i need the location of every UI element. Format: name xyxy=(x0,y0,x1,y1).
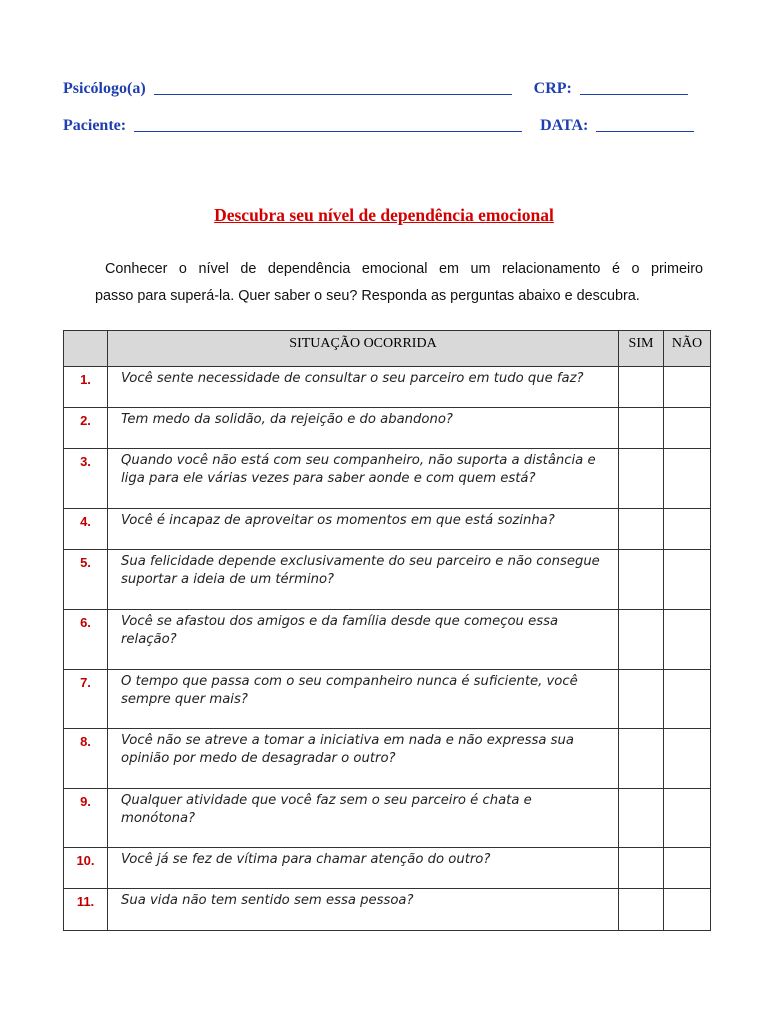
no-checkbox[interactable] xyxy=(664,789,711,848)
yes-checkbox[interactable] xyxy=(619,610,664,670)
table-row xyxy=(64,408,711,449)
row-question: O tempo que passa com o seu companheiro nunca é suficiente, você sempre quer mais? xyxy=(108,670,619,729)
yes-checkbox[interactable] xyxy=(619,889,664,931)
row-question: Sua vida não tem sentido sem essa pessoa? xyxy=(108,889,619,931)
yes-checkbox[interactable] xyxy=(619,729,664,789)
table-row xyxy=(64,670,711,729)
row-number: 8. xyxy=(64,729,108,789)
row-question: Você se afastou dos amigos e da família desde que começou essa relação? xyxy=(108,610,619,670)
table-row xyxy=(64,550,711,610)
row-question: Você é incapaz de aproveitar os momentos em que está sozinha? xyxy=(108,509,619,550)
header-situation: SITUAÇÃO OCORRIDA xyxy=(108,331,619,367)
row-question: Qualquer atividade que você faz sem o seu parceiro é chata e monótona? xyxy=(108,789,619,848)
psicologo-blank[interactable] xyxy=(154,80,512,95)
yes-checkbox[interactable] xyxy=(619,848,664,889)
intro-paragraph xyxy=(95,256,703,310)
row-question: Você sente necessidade de consultar o seu parceiro em tudo que faz? xyxy=(108,367,619,408)
table-row xyxy=(64,889,711,931)
paciente-line xyxy=(63,117,694,135)
crp-label: CRP: xyxy=(533,80,572,97)
data-label: DATA: xyxy=(540,117,589,134)
yes-checkbox[interactable] xyxy=(619,550,664,610)
yes-checkbox[interactable] xyxy=(619,670,664,729)
no-checkbox[interactable] xyxy=(664,729,711,789)
psicologo-line xyxy=(63,80,688,98)
yes-checkbox[interactable] xyxy=(619,509,664,550)
no-checkbox[interactable] xyxy=(664,550,711,610)
crp-blank[interactable] xyxy=(580,80,688,95)
paciente-blank[interactable] xyxy=(134,117,522,132)
row-number: 3. xyxy=(64,449,108,509)
no-checkbox[interactable] xyxy=(664,610,711,670)
row-number: 7. xyxy=(64,670,108,729)
table-row xyxy=(64,367,711,408)
table-row xyxy=(64,729,711,789)
no-checkbox[interactable] xyxy=(664,408,711,449)
yes-checkbox[interactable] xyxy=(619,367,664,408)
table-row xyxy=(64,848,711,889)
intro-line-2: passo para superá-la. Quer saber o seu? Responda as perguntas abaixo e descubra. xyxy=(95,288,640,304)
header-number-cell xyxy=(64,331,108,367)
table-row xyxy=(64,509,711,550)
row-number: 6. xyxy=(64,610,108,670)
row-number: 4. xyxy=(64,509,108,550)
row-question: Tem medo da solidão, da rejeição e do abandono? xyxy=(108,408,619,449)
row-question: Você não se atreve a tomar a iniciativa em nada e não expressa sua opinião por medo de desagradar o outro? xyxy=(108,729,619,789)
header-no: NÃO xyxy=(664,331,711,367)
document-title: Descubra seu nível de dependência emocional xyxy=(214,205,554,225)
row-question: Sua felicidade depende exclusivamente do seu parceiro e não consegue suportar a ideia de um término? xyxy=(108,550,619,610)
table-row xyxy=(64,449,711,509)
row-number: 1. xyxy=(64,367,108,408)
questionnaire-table xyxy=(63,330,711,931)
table-row xyxy=(64,610,711,670)
no-checkbox[interactable] xyxy=(664,449,711,509)
header-yes: SIM xyxy=(619,331,664,367)
table-row xyxy=(64,789,711,848)
no-checkbox[interactable] xyxy=(664,848,711,889)
yes-checkbox[interactable] xyxy=(619,408,664,449)
row-number: 10. xyxy=(64,848,108,889)
row-number: 11. xyxy=(64,889,108,931)
no-checkbox[interactable] xyxy=(664,670,711,729)
no-checkbox[interactable] xyxy=(664,889,711,931)
no-checkbox[interactable] xyxy=(664,509,711,550)
row-number: 2. xyxy=(64,408,108,449)
yes-checkbox[interactable] xyxy=(619,789,664,848)
psicologo-label: Psicólogo(a) xyxy=(63,80,146,97)
intro-line-1: Conhecer o nível de dependência emocional em um relacionamento é o primeiro xyxy=(105,261,703,277)
data-blank[interactable] xyxy=(596,117,694,132)
row-number: 9. xyxy=(64,789,108,848)
row-question: Você já se fez de vítima para chamar atenção do outro? xyxy=(108,848,619,889)
row-question: Quando você não está com seu companheiro, não suporta a distância e liga para ele várias vezes para saber aonde e com quem está? xyxy=(108,449,619,509)
yes-checkbox[interactable] xyxy=(619,449,664,509)
table-header-row xyxy=(64,331,711,367)
row-number: 5. xyxy=(64,550,108,610)
paciente-label: Paciente: xyxy=(63,117,127,134)
no-checkbox[interactable] xyxy=(664,367,711,408)
